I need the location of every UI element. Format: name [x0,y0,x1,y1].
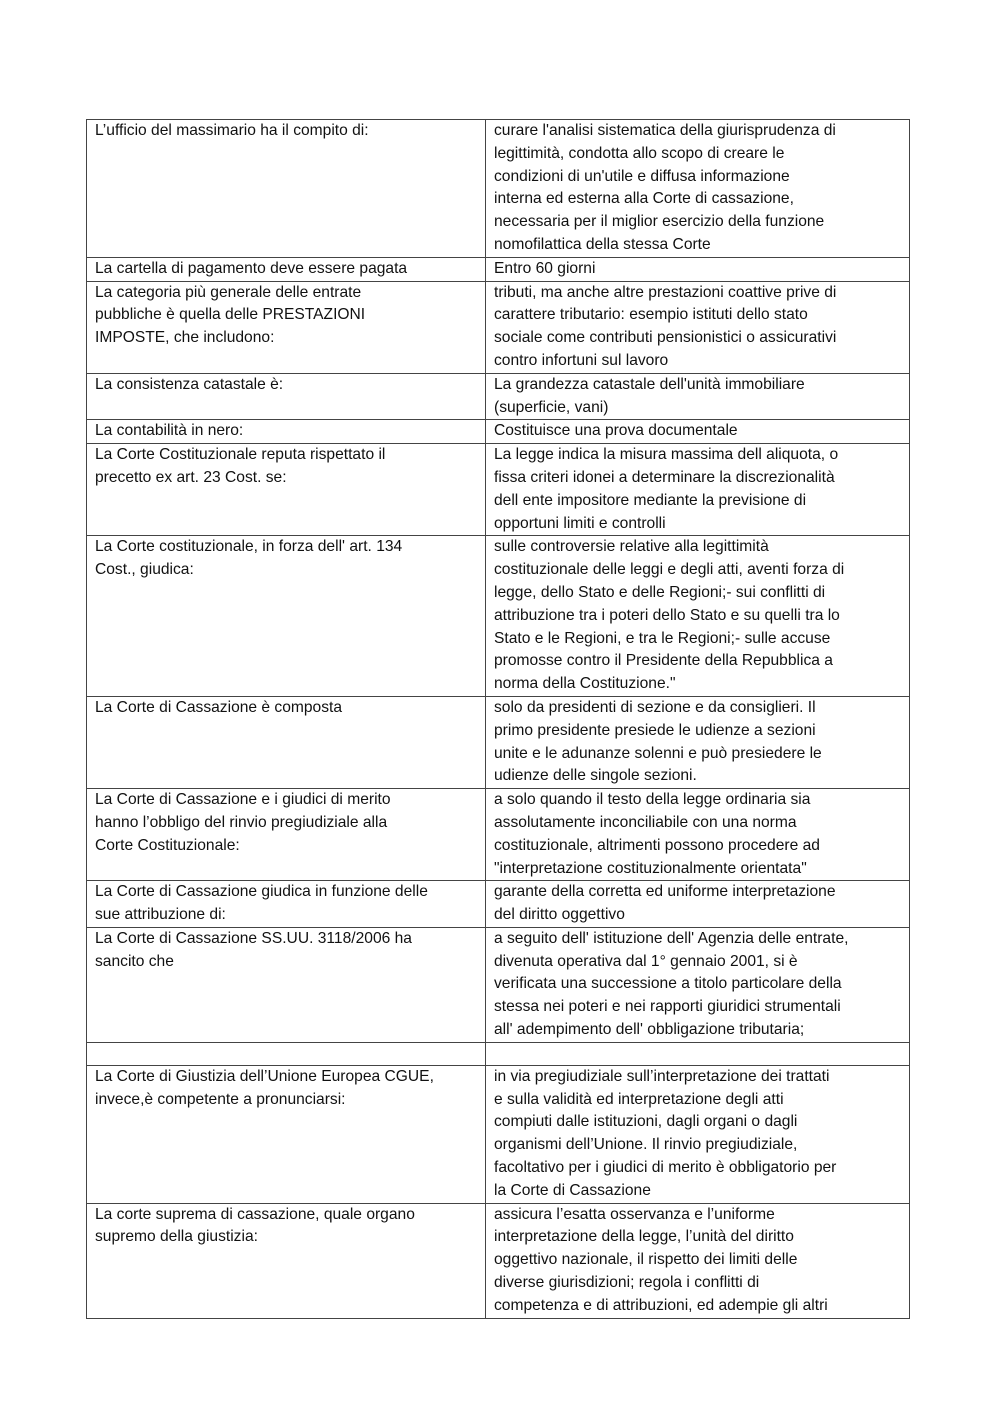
question-cell: L’ufficio del massimario ha il compito di: [87,120,486,258]
question-cell: La consistenza catastale è: [87,373,486,420]
table-row [87,444,910,536]
question-cell: La Corte di Cassazione e i giudici di merito hanno l’obbligo del rinvio pregiudiziale alla Corte Costituzionale: [87,789,486,881]
answer-cell: sulle controversie relative alla legittimità costituzionale delle leggi e degli atti, aventi forza di legge, dello Stato e delle Regioni;- sui conflitti di attribuzione tra i poteri dello Stato e su quelli tra lo Stato e le Regioni, e tra le Regioni;- sulle accuse promosse contro il Presidente della Repubblica a norma della Costituzione." [486,536,910,697]
question-cell: La categoria più generale delle entrate pubbliche è quella delle PRESTAZIONI IMPOSTE, che includono: [87,281,486,373]
table-row [87,789,910,881]
question-cell: La corte suprema di cassazione, quale organo supremo della giustizia: [87,1203,486,1318]
answer-cell: in via pregiudiziale sull’interpretazione dei trattati e sulla validità ed interpretazione degli atti compiuti dalle istituzioni, dagli organi o dagli organismi dell’Unione. Il rinvio pregiudiziale, facoltativo per i giudici di merito è obbligatorio per la Corte di Cassazione [486,1065,910,1203]
table-row [87,1203,910,1318]
question-cell: La Corte costituzionale, in forza dell' art. 134 Cost., giudica: [87,536,486,697]
table-row [87,1065,910,1203]
table-row [87,696,910,788]
answer-cell [486,1042,910,1065]
question-cell: La Corte di Giustizia dell’Unione Europea CGUE, invece,è competente a pronunciarsi: [87,1065,486,1203]
answer-cell: Entro 60 giorni [486,257,910,281]
question-cell: La Corte di Cassazione SS.UU. 3118/2006 ha sancito che [87,927,486,1042]
table-row [87,881,910,928]
table-row [87,120,910,258]
table-row [87,281,910,373]
answer-cell: Costituisce una prova documentale [486,420,910,444]
table-row [87,927,910,1042]
table-row [87,420,910,444]
question-cell: La Corte di Cassazione giudica in funzione delle sue attribuzione di: [87,881,486,928]
question-cell: La cartella di pagamento deve essere pagata [87,257,486,281]
answer-cell: assicura l’esatta osservanza e l’uniforme interpretazione della legge, l’unità del diritto oggettivo nazionale, il rispetto dei limiti delle diverse giurisdizioni; regola i conflitti di competenza e di attribuzioni, ed adempie gli altri [486,1203,910,1318]
answer-cell: La grandezza catastale dell'unità immobiliare (superficie, vani) [486,373,910,420]
answer-cell: La legge indica la misura massima dell aliquota, o fissa criteri idonei a determinare la discrezionalità dell ente impositore mediante la previsione di opportuni limiti e controlli [486,444,910,536]
table-row [87,373,910,420]
question-cell [87,1042,486,1065]
answer-cell: a seguito dell' istituzione dell' Agenzia delle entrate, divenuta operativa dal 1° gennaio 2001, si è verificata una successione a titolo particolare della stessa nei poteri e nei rapporti giuridici strumentali all' adempimento dell' obbligazione tributaria; [486,927,910,1042]
table-row [87,257,910,281]
table-row-empty [87,1042,910,1065]
answer-cell: solo da presidenti di sezione e da consiglieri. Il primo presidente presiede le udienze a sezioni unite e le adunanze solenni e può presiedere le udienze delle singole sezioni. [486,696,910,788]
answer-cell: tributi, ma anche altre prestazioni coattive prive di carattere tributario: esempio istituti dello stato sociale come contributi pensionistici o assicurativi contro infortuni sul lavoro [486,281,910,373]
question-cell: La contabilità in nero: [87,420,486,444]
answer-cell: a solo quando il testo della legge ordinaria sia assolutamente inconciliabile con una norma costituzionale, altrimenti possono procedere ad "interpretazione costituzionalmente orientata" [486,789,910,881]
table-row [87,536,910,697]
answer-cell: garante della corretta ed uniforme interpretazione del diritto oggettivo [486,881,910,928]
question-cell: La Corte di Cassazione è composta [87,696,486,788]
answer-cell: curare l'analisi sistematica della giurisprudenza di legittimità, condotta allo scopo di creare le condizioni di un'utile e diffusa informazione interna ed esterna alla Corte di cassazione, necessaria per il miglior esercizio della funzione nomofilattica della stessa Corte [486,120,910,258]
qa-table [86,119,910,1319]
question-cell: La Corte Costituzionale reputa rispettato il precetto ex art. 23 Cost. se: [87,444,486,536]
